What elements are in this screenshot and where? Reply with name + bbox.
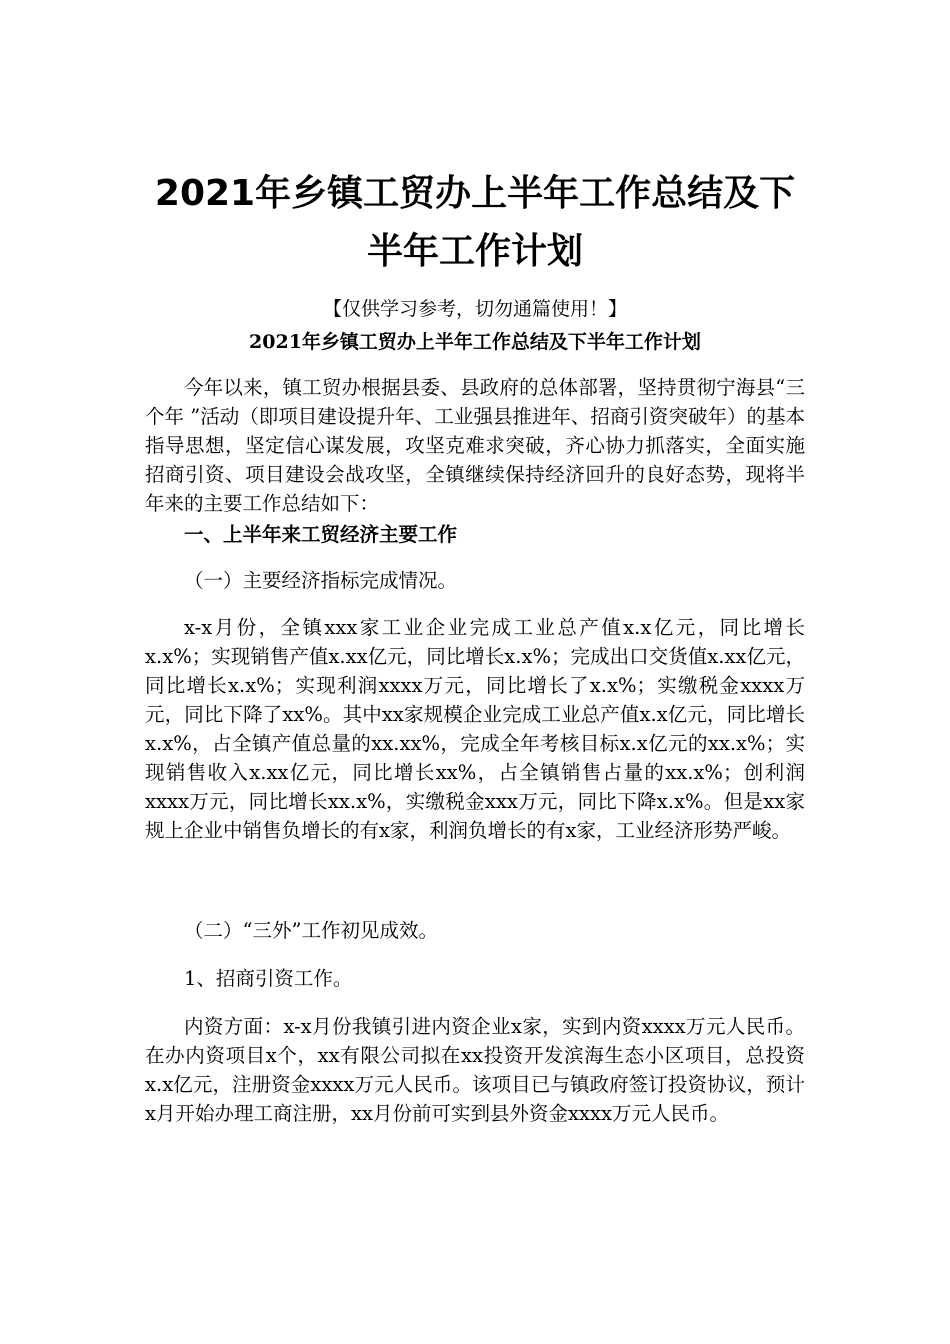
document-subtitle: 2021年乡镇工贸办上半年工作总结及下半年工作计划	[249, 331, 701, 353]
item-heading-1: 1、招商引资工作。	[184, 967, 353, 990]
usage-note: 【仅供学习参考，切勿通篇使用！】	[322, 298, 627, 320]
intro-paragraph: 今年以来，镇工贸办根据县委、县政府的总体部署，坚持贯彻宁海县“三个年 ”活动（即项目建设提升年、工业强县推进年、招商引资突破年）的基本指导思想，坚定信心谋发展，攻坚克难求突破，齐心协力抓落实，全面实施招商引资、项目建设会战攻坚，全镇继续保持经济回升的良好态势，现将半年来的主要工作总结如下：	[145, 376, 805, 515]
domestic-investment-paragraph: 内资方面：x-x月份我镇引进内资企业x家，实到内资xxxx万元人民币。在办内资项目x个，xx有限公司拟在xx投资开发滨海生态小区项目，总投资x.x亿元，注册资金xxxx万元人民币。该项目已与镇政府签订投资协议，预计x月开始办理工商注册，xx月份前可实到县外资金xxxx万元人民币。	[145, 1015, 805, 1125]
section-heading-1: 一、上半年来工贸经济主要工作	[184, 523, 458, 546]
subsection-heading-2: （二）“三外”工作初见成效。	[184, 919, 438, 942]
document-title: 2021年乡镇工贸办上半年工作总结及下半年工作计划	[154, 173, 796, 272]
indicators-paragraph: x-x月份，全镇xxx家工业企业完成工业总产值x.x亿元，同比增长x.x%；实现销售产值x.xx亿元，同比增长x.x%；完成出口交货值x.xx亿元，同比增长x.x%；实现利润xxxx万元，同比增长了x.x%；实缴税金xxxx万元，同比下降了xx%。其中xx家规模企业完成工业总产值x.x亿元，同比增长x.x%，占全镇产值总量的xx.xx%，完成全年考核目标x.x亿元的xx.x%；实现销售收入x.xx亿元，同比增长xx%，占全镇销售占量的xx.x%；创利润xxxx万元，同比增长xx.x%，实缴税金xxx万元，同比下降x.x%。但是xx家规上企业中销售负增长的有x家，利润负增长的有x家，工业经济形势严峻。	[145, 616, 805, 842]
subsection-heading-1: （一）主要经济指标完成情况。	[184, 569, 458, 592]
